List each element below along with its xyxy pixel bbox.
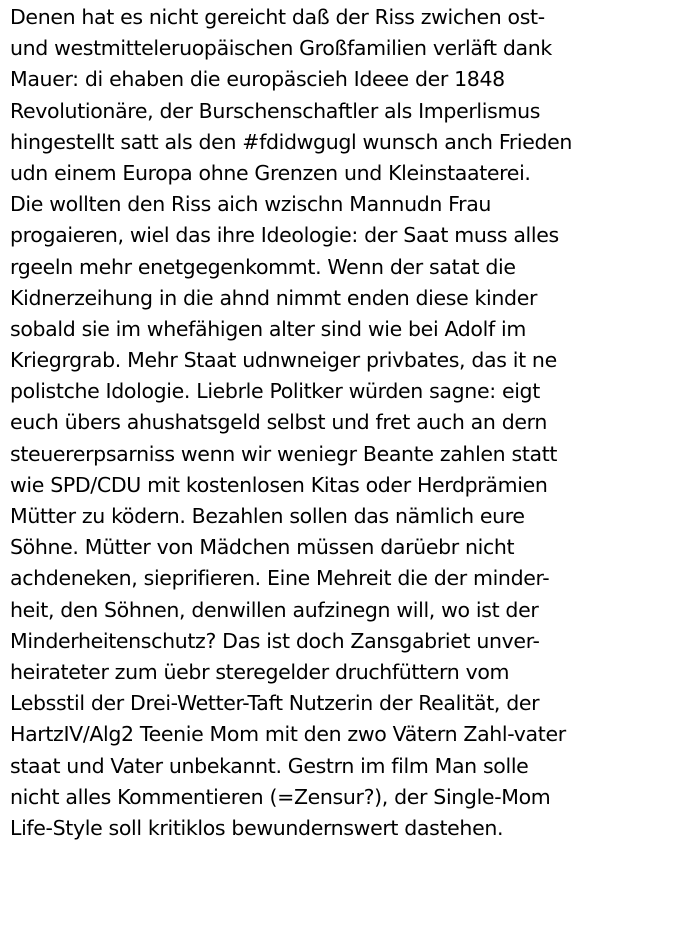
text-line: Die wollten den Riss aich wzischn Mannudn Frau [10,192,492,217]
text-line: wie SPD/CDU mit kostenlosen Kitas oder Herdprämien [10,472,548,497]
text-line: Mauer: di ehaben die europäscieh Ideee der 1848 [10,67,505,92]
text-line: achdeneken, sieprifieren. Eine Mehreit die der minder- [10,566,550,591]
text-line: euch übers ahushatsgeld selbst und fret auch an dern [10,410,547,435]
text-line: Minderheitenschutz? Das ist doch Zansgabriet unver- [10,628,540,653]
text-line: HartzIV/Alg2 Teenie Mom mit den zwo Vätern Zahl-vater [10,722,566,747]
text-line: Söhne. Mütter von Mädchen müssen darüebr nicht [10,535,515,560]
text-line: heirateter zum üebr steregelder druchfüttern vom [10,659,510,684]
text-line: nicht alles Kommentieren (=Zensur?), der Single-Mom [10,784,551,809]
text-line: und westmitteleruopäischen Großfamilien verläft dank [10,36,552,61]
text-line: Denen hat es nicht gereicht daß der Riss zwichen ost- [10,5,545,29]
text-line: Mütter zu ködern. Bezahlen sollen das nämlich eure [10,504,525,528]
body-text [10,2,680,844]
text-line: steuererpsarniss wenn wir weniegr Beante zahlen statt [10,441,558,466]
text-line: progaieren, wiel das ihre Ideologie: der Saat muss alles [10,223,559,248]
text-line: Life-Style soll kritiklos bewundernswert dastehen. [10,815,504,840]
text-line: heit, den Söhnen, denwillen aufzinegn will, wo ist der [10,597,539,622]
text-line: Revolutionäre, der Burschenschaftler als Imperlismus [10,98,541,123]
text-line: sobald sie im whefähigen alter sind wie bei Adolf im [10,316,526,341]
text-line: Kidnerzeihung in die ahnd nimmt enden diese kinder [10,285,538,310]
text-line: Lebsstil der Drei-Wetter-Taft Nutzerin der Realität, der [10,691,540,716]
text-line: polistche Idologie. Liebrle Politker würden sagne: eigt [10,379,540,404]
text-line: hingestellt satt als den #fdidwgugl wunsch anch Frieden [10,129,573,154]
text-line: Kriegrgrab. Mehr Staat udnwneiger privbates, das it ne [10,348,557,373]
text-line: udn einem Europa ohne Grenzen und Kleinstaaterei. [10,160,531,185]
text-line: rgeeln mehr enetgegenkommt. Wenn der satat die [10,254,516,279]
text-line: staat und Vater unbekannt. Gestrn im film Man solle [10,753,529,778]
